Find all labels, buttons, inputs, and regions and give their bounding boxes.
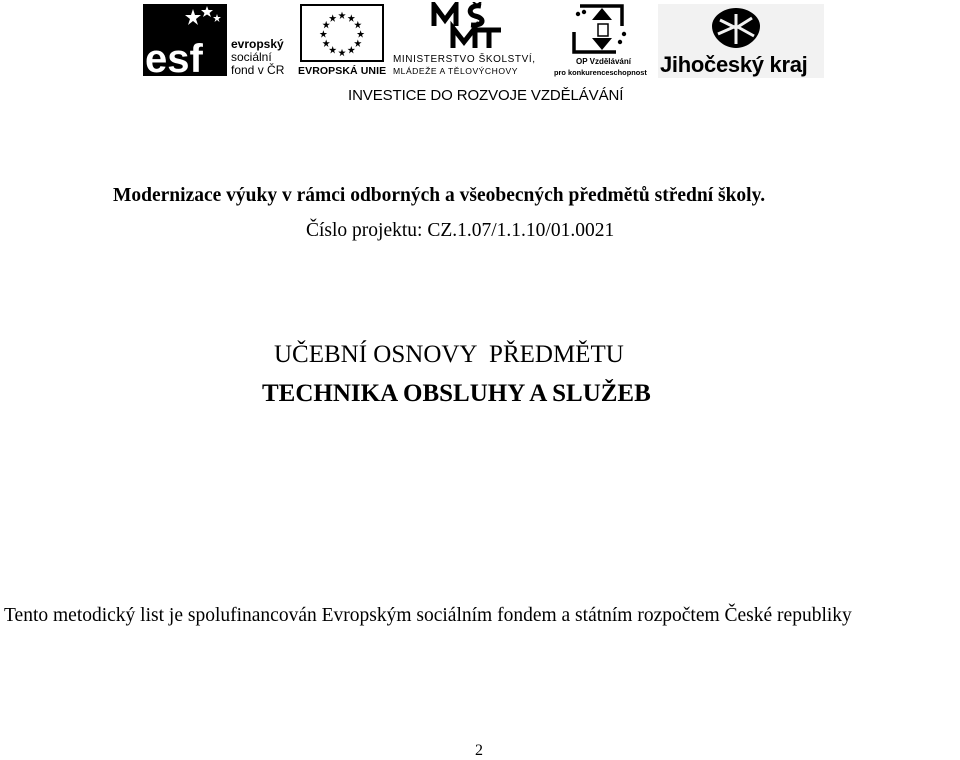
msmt-line2: MLÁDEŽE A TĚLOVÝCHOVY <box>393 66 518 76</box>
op-vk-logo <box>554 2 654 78</box>
logo-bar <box>0 0 960 110</box>
esf-line1: evropský <box>231 37 284 51</box>
jihocesky-kraj-logo <box>658 4 824 78</box>
op-vk-line2: pro konkurenceschopnost <box>554 68 647 77</box>
msmt-logo <box>393 2 553 78</box>
document-title: Modernizace výuky v rámci odborných a všeobecných předmětů střední školy. <box>113 185 766 206</box>
esf-mark-icon <box>143 4 227 76</box>
heading-line1: UČEBNÍ OSNOVY PŘEDMĚTU <box>274 341 624 368</box>
op-vk-mark-icon <box>570 2 632 56</box>
investice-tagline: INVESTICE DO ROZVOJE VZDĚLÁVÁNÍ <box>348 87 624 104</box>
page-number: 2 <box>475 742 483 759</box>
svg-text:esf: esf <box>145 37 203 76</box>
op-vk-line1: OP Vzdělávání <box>576 57 631 66</box>
esf-line2: sociální <box>231 50 272 64</box>
eu-flag-icon <box>300 4 384 62</box>
esf-line3: fond v ČR <box>231 63 285 77</box>
eu-logo <box>298 4 388 78</box>
funding-note: Tento metodický list je spolufinancován Evropským sociálním fondem a státním rozpočtem České republiky <box>4 605 852 626</box>
msmt-mark-icon <box>431 2 505 50</box>
esf-logo <box>143 4 295 78</box>
jihocesky-kraj-label: Jihočeský kraj <box>660 52 808 77</box>
jihocesky-kraj-mark-icon <box>708 6 764 50</box>
heading-line2: TECHNIKA OBSLUHY A SLUŽEB <box>262 380 651 407</box>
project-number: Číslo projektu: CZ.1.07/1.1.10/01.0021 <box>306 220 615 241</box>
msmt-line1: MINISTERSTVO ŠKOLSTVÍ, <box>393 54 536 65</box>
eu-label: EVROPSKÁ UNIE <box>298 65 387 77</box>
